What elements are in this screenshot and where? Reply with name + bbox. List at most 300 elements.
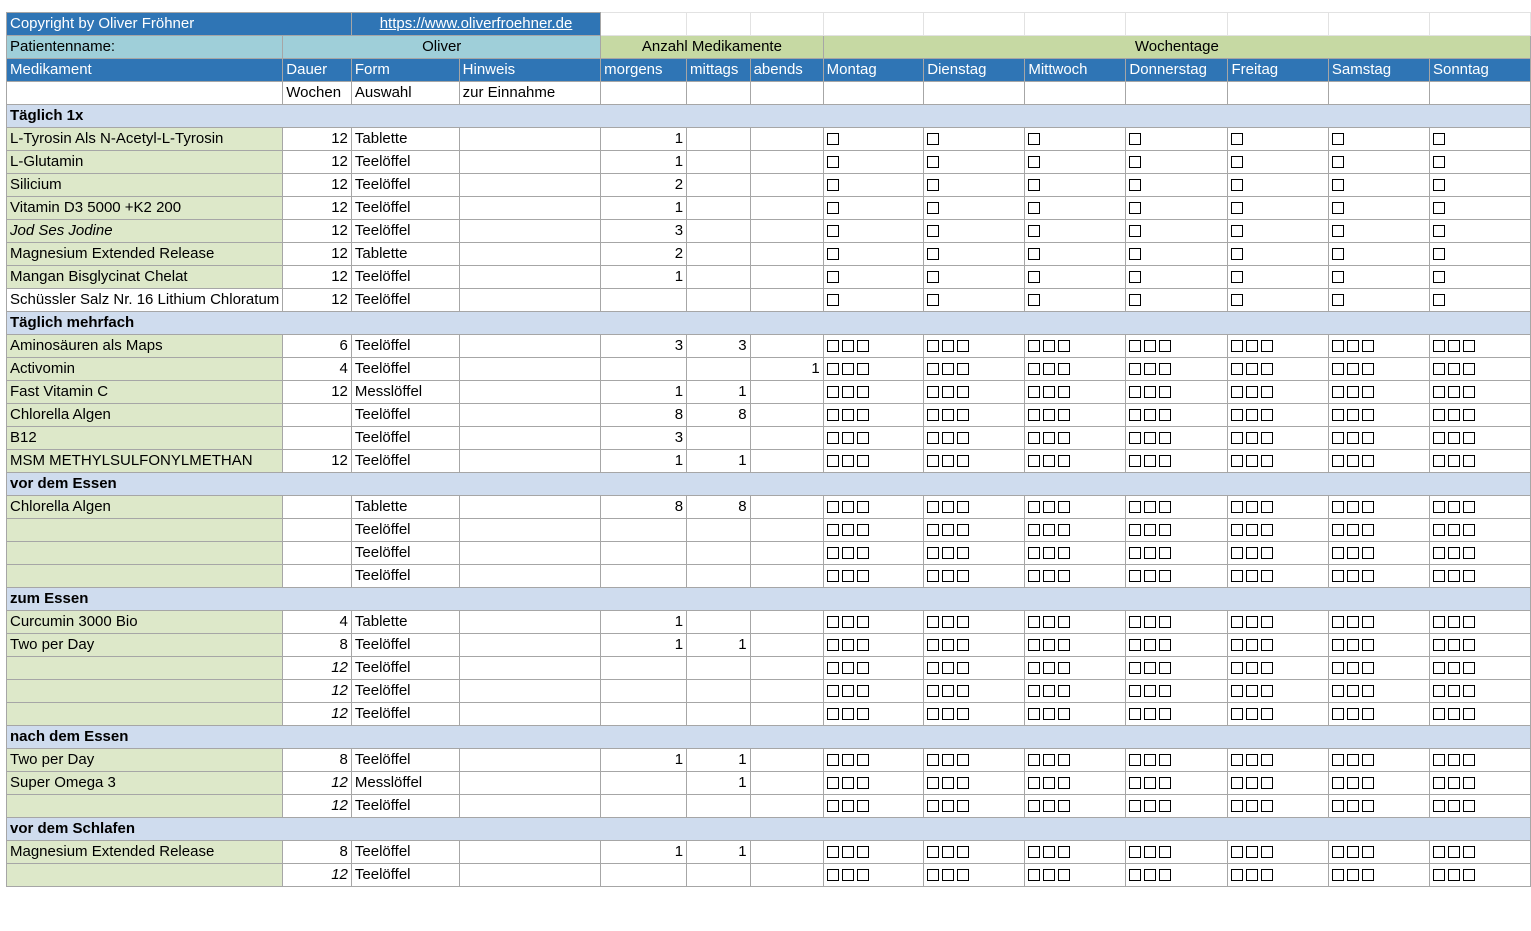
morning-count-cell[interactable]: 1 bbox=[601, 381, 687, 404]
hint-cell[interactable] bbox=[459, 427, 600, 450]
intake-checkbox[interactable] bbox=[827, 708, 839, 720]
intake-checkbox[interactable] bbox=[927, 708, 939, 720]
intake-checkbox[interactable] bbox=[1463, 777, 1475, 789]
medication-name-cell[interactable] bbox=[7, 680, 283, 703]
form-cell[interactable]: Tablette bbox=[351, 611, 459, 634]
intake-checkbox[interactable] bbox=[927, 432, 939, 444]
intake-checkbox[interactable] bbox=[927, 869, 939, 881]
noon-count-cell[interactable]: 1 bbox=[687, 749, 751, 772]
medication-name-cell[interactable]: Mangan Bisglycinat Chelat bbox=[7, 266, 283, 289]
intake-checkbox[interactable] bbox=[1246, 340, 1258, 352]
intake-checkbox[interactable] bbox=[1028, 133, 1040, 145]
intake-checkbox[interactable] bbox=[1347, 363, 1359, 375]
intake-checkbox[interactable] bbox=[1433, 800, 1445, 812]
intake-checkbox[interactable] bbox=[1231, 409, 1243, 421]
intake-checkbox[interactable] bbox=[1028, 271, 1040, 283]
evening-count-cell[interactable] bbox=[750, 565, 823, 588]
hint-cell[interactable] bbox=[459, 795, 600, 818]
intake-checkbox[interactable] bbox=[927, 409, 939, 421]
form-cell[interactable]: Tablette bbox=[351, 128, 459, 151]
intake-checkbox[interactable] bbox=[957, 754, 969, 766]
evening-count-cell[interactable] bbox=[750, 450, 823, 473]
intake-checkbox[interactable] bbox=[1347, 800, 1359, 812]
medication-name-cell[interactable] bbox=[7, 565, 283, 588]
form-cell[interactable]: Tablette bbox=[351, 496, 459, 519]
intake-checkbox[interactable] bbox=[1043, 846, 1055, 858]
intake-checkbox[interactable] bbox=[1159, 869, 1171, 881]
intake-checkbox[interactable] bbox=[1332, 179, 1344, 191]
evening-count-cell[interactable] bbox=[750, 749, 823, 772]
intake-checkbox[interactable] bbox=[1129, 271, 1141, 283]
medication-name-cell[interactable] bbox=[7, 703, 283, 726]
intake-checkbox[interactable] bbox=[1246, 846, 1258, 858]
intake-checkbox[interactable] bbox=[1362, 547, 1374, 559]
intake-checkbox[interactable] bbox=[1159, 547, 1171, 559]
duration-cell[interactable]: 12 bbox=[283, 197, 352, 220]
hint-cell[interactable] bbox=[459, 151, 600, 174]
hint-cell[interactable] bbox=[459, 565, 600, 588]
intake-checkbox[interactable] bbox=[1347, 708, 1359, 720]
morning-count-cell[interactable]: 8 bbox=[601, 404, 687, 427]
intake-checkbox[interactable] bbox=[1433, 248, 1445, 260]
intake-checkbox[interactable] bbox=[942, 708, 954, 720]
morning-count-cell[interactable] bbox=[601, 519, 687, 542]
medication-name-cell[interactable]: Silicium bbox=[7, 174, 283, 197]
intake-checkbox[interactable] bbox=[927, 248, 939, 260]
intake-checkbox[interactable] bbox=[1332, 248, 1344, 260]
intake-checkbox[interactable] bbox=[1043, 754, 1055, 766]
hint-cell[interactable] bbox=[459, 128, 600, 151]
intake-checkbox[interactable] bbox=[827, 363, 839, 375]
intake-checkbox[interactable] bbox=[1433, 616, 1445, 628]
intake-checkbox[interactable] bbox=[1448, 386, 1460, 398]
intake-checkbox[interactable] bbox=[1347, 432, 1359, 444]
intake-checkbox[interactable] bbox=[1261, 340, 1273, 352]
hint-cell[interactable] bbox=[459, 335, 600, 358]
intake-checkbox[interactable] bbox=[1159, 777, 1171, 789]
intake-checkbox[interactable] bbox=[1261, 432, 1273, 444]
evening-count-cell[interactable] bbox=[750, 289, 823, 312]
intake-checkbox[interactable] bbox=[1448, 869, 1460, 881]
intake-checkbox[interactable] bbox=[1362, 869, 1374, 881]
intake-checkbox[interactable] bbox=[1231, 179, 1243, 191]
form-cell[interactable]: Teelöffel bbox=[351, 795, 459, 818]
intake-checkbox[interactable] bbox=[1362, 639, 1374, 651]
intake-checkbox[interactable] bbox=[857, 432, 869, 444]
intake-checkbox[interactable] bbox=[1028, 363, 1040, 375]
intake-checkbox[interactable] bbox=[927, 524, 939, 536]
intake-checkbox[interactable] bbox=[1362, 777, 1374, 789]
form-cell[interactable]: Teelöffel bbox=[351, 358, 459, 381]
intake-checkbox[interactable] bbox=[1231, 225, 1243, 237]
intake-checkbox[interactable] bbox=[1246, 432, 1258, 444]
intake-checkbox[interactable] bbox=[1231, 800, 1243, 812]
intake-checkbox[interactable] bbox=[1159, 524, 1171, 536]
medication-name-cell[interactable]: Two per Day bbox=[7, 749, 283, 772]
form-cell[interactable]: Teelöffel bbox=[351, 749, 459, 772]
intake-checkbox[interactable] bbox=[1043, 409, 1055, 421]
intake-checkbox[interactable] bbox=[1463, 869, 1475, 881]
intake-checkbox[interactable] bbox=[1246, 639, 1258, 651]
intake-checkbox[interactable] bbox=[927, 777, 939, 789]
intake-checkbox[interactable] bbox=[857, 754, 869, 766]
intake-checkbox[interactable] bbox=[1261, 754, 1273, 766]
duration-cell[interactable]: 4 bbox=[283, 611, 352, 634]
hint-cell[interactable] bbox=[459, 542, 600, 565]
intake-checkbox[interactable] bbox=[1362, 616, 1374, 628]
intake-checkbox[interactable] bbox=[942, 386, 954, 398]
evening-count-cell[interactable] bbox=[750, 634, 823, 657]
intake-checkbox[interactable] bbox=[1144, 409, 1156, 421]
intake-checkbox[interactable] bbox=[1129, 432, 1141, 444]
intake-checkbox[interactable] bbox=[1159, 754, 1171, 766]
intake-checkbox[interactable] bbox=[1463, 547, 1475, 559]
duration-cell[interactable]: 4 bbox=[283, 358, 352, 381]
intake-checkbox[interactable] bbox=[1028, 225, 1040, 237]
intake-checkbox[interactable] bbox=[1231, 340, 1243, 352]
intake-checkbox[interactable] bbox=[1043, 501, 1055, 513]
intake-checkbox[interactable] bbox=[1433, 271, 1445, 283]
hint-cell[interactable] bbox=[459, 703, 600, 726]
hint-cell[interactable] bbox=[459, 358, 600, 381]
intake-checkbox[interactable] bbox=[1144, 524, 1156, 536]
morning-count-cell[interactable] bbox=[601, 289, 687, 312]
noon-count-cell[interactable] bbox=[687, 289, 751, 312]
intake-checkbox[interactable] bbox=[1463, 616, 1475, 628]
patient-name[interactable]: Oliver bbox=[283, 36, 601, 59]
duration-cell[interactable]: 12 bbox=[283, 657, 352, 680]
evening-count-cell[interactable] bbox=[750, 427, 823, 450]
intake-checkbox[interactable] bbox=[827, 685, 839, 697]
intake-checkbox[interactable] bbox=[1028, 846, 1040, 858]
duration-cell[interactable]: 8 bbox=[283, 749, 352, 772]
intake-checkbox[interactable] bbox=[1347, 685, 1359, 697]
hint-cell[interactable] bbox=[459, 864, 600, 887]
intake-checkbox[interactable] bbox=[827, 639, 839, 651]
intake-checkbox[interactable] bbox=[1129, 800, 1141, 812]
intake-checkbox[interactable] bbox=[1028, 294, 1040, 306]
intake-checkbox[interactable] bbox=[1433, 156, 1445, 168]
intake-checkbox[interactable] bbox=[827, 248, 839, 260]
duration-cell[interactable]: 12 bbox=[283, 151, 352, 174]
noon-count-cell[interactable] bbox=[687, 358, 751, 381]
morning-count-cell[interactable] bbox=[601, 864, 687, 887]
form-cell[interactable]: Teelöffel bbox=[351, 266, 459, 289]
intake-checkbox[interactable] bbox=[827, 156, 839, 168]
intake-checkbox[interactable] bbox=[1362, 800, 1374, 812]
intake-checkbox[interactable] bbox=[1129, 386, 1141, 398]
evening-count-cell[interactable] bbox=[750, 772, 823, 795]
intake-checkbox[interactable] bbox=[1144, 340, 1156, 352]
intake-checkbox[interactable] bbox=[1159, 708, 1171, 720]
intake-checkbox[interactable] bbox=[1144, 777, 1156, 789]
form-cell[interactable]: Teelöffel bbox=[351, 841, 459, 864]
intake-checkbox[interactable] bbox=[1129, 777, 1141, 789]
intake-checkbox[interactable] bbox=[857, 685, 869, 697]
hint-cell[interactable] bbox=[459, 657, 600, 680]
intake-checkbox[interactable] bbox=[957, 616, 969, 628]
form-cell[interactable]: Teelöffel bbox=[351, 427, 459, 450]
website-link[interactable]: https://www.oliverfroehner.de bbox=[351, 13, 600, 36]
morning-count-cell[interactable] bbox=[601, 542, 687, 565]
intake-checkbox[interactable] bbox=[1448, 409, 1460, 421]
intake-checkbox[interactable] bbox=[1246, 685, 1258, 697]
evening-count-cell[interactable] bbox=[750, 381, 823, 404]
intake-checkbox[interactable] bbox=[1058, 501, 1070, 513]
medication-name-cell[interactable]: Magnesium Extended Release bbox=[7, 243, 283, 266]
intake-checkbox[interactable] bbox=[1058, 547, 1070, 559]
intake-checkbox[interactable] bbox=[1043, 547, 1055, 559]
noon-count-cell[interactable]: 1 bbox=[687, 772, 751, 795]
intake-checkbox[interactable] bbox=[1433, 179, 1445, 191]
intake-checkbox[interactable] bbox=[1058, 662, 1070, 674]
intake-checkbox[interactable] bbox=[1433, 708, 1445, 720]
intake-checkbox[interactable] bbox=[1448, 708, 1460, 720]
intake-checkbox[interactable] bbox=[1144, 616, 1156, 628]
evening-count-cell[interactable] bbox=[750, 680, 823, 703]
intake-checkbox[interactable] bbox=[1448, 455, 1460, 467]
intake-checkbox[interactable] bbox=[1448, 547, 1460, 559]
intake-checkbox[interactable] bbox=[1043, 340, 1055, 352]
intake-checkbox[interactable] bbox=[1261, 547, 1273, 559]
intake-checkbox[interactable] bbox=[1231, 501, 1243, 513]
intake-checkbox[interactable] bbox=[1246, 616, 1258, 628]
intake-checkbox[interactable] bbox=[1448, 501, 1460, 513]
intake-checkbox[interactable] bbox=[1448, 524, 1460, 536]
intake-checkbox[interactable] bbox=[857, 455, 869, 467]
intake-checkbox[interactable] bbox=[827, 662, 839, 674]
intake-checkbox[interactable] bbox=[1129, 179, 1141, 191]
form-cell[interactable]: Teelöffel bbox=[351, 519, 459, 542]
noon-count-cell[interactable] bbox=[687, 657, 751, 680]
intake-checkbox[interactable] bbox=[1028, 547, 1040, 559]
form-cell[interactable]: Teelöffel bbox=[351, 680, 459, 703]
intake-checkbox[interactable] bbox=[1246, 869, 1258, 881]
intake-checkbox[interactable] bbox=[1332, 363, 1344, 375]
medication-name-cell[interactable] bbox=[7, 519, 283, 542]
intake-checkbox[interactable] bbox=[1448, 616, 1460, 628]
intake-checkbox[interactable] bbox=[942, 455, 954, 467]
medication-name-cell[interactable] bbox=[7, 657, 283, 680]
intake-checkbox[interactable] bbox=[942, 869, 954, 881]
duration-cell[interactable]: 12 bbox=[283, 243, 352, 266]
noon-count-cell[interactable] bbox=[687, 703, 751, 726]
intake-checkbox[interactable] bbox=[957, 708, 969, 720]
intake-checkbox[interactable] bbox=[1332, 708, 1344, 720]
hint-cell[interactable] bbox=[459, 634, 600, 657]
intake-checkbox[interactable] bbox=[1129, 363, 1141, 375]
intake-checkbox[interactable] bbox=[1332, 294, 1344, 306]
intake-checkbox[interactable] bbox=[1347, 616, 1359, 628]
intake-checkbox[interactable] bbox=[957, 386, 969, 398]
medication-name-cell[interactable]: Schüssler Salz Nr. 16 Lithium Chloratum bbox=[7, 289, 283, 312]
intake-checkbox[interactable] bbox=[942, 547, 954, 559]
hint-cell[interactable] bbox=[459, 772, 600, 795]
intake-checkbox[interactable] bbox=[1129, 202, 1141, 214]
form-cell[interactable]: Teelöffel bbox=[351, 565, 459, 588]
intake-checkbox[interactable] bbox=[1332, 225, 1344, 237]
intake-checkbox[interactable] bbox=[827, 800, 839, 812]
intake-checkbox[interactable] bbox=[1028, 501, 1040, 513]
intake-checkbox[interactable] bbox=[1362, 524, 1374, 536]
duration-cell[interactable]: 6 bbox=[283, 335, 352, 358]
intake-checkbox[interactable] bbox=[1043, 616, 1055, 628]
intake-checkbox[interactable] bbox=[1261, 708, 1273, 720]
intake-checkbox[interactable] bbox=[1433, 869, 1445, 881]
intake-checkbox[interactable] bbox=[1448, 777, 1460, 789]
intake-checkbox[interactable] bbox=[827, 179, 839, 191]
noon-count-cell[interactable]: 3 bbox=[687, 335, 751, 358]
duration-cell[interactable]: 12 bbox=[283, 772, 352, 795]
form-cell[interactable]: Teelöffel bbox=[351, 197, 459, 220]
medication-name-cell[interactable]: B12 bbox=[7, 427, 283, 450]
intake-checkbox[interactable] bbox=[1231, 524, 1243, 536]
medication-name-cell[interactable]: L-Glutamin bbox=[7, 151, 283, 174]
intake-checkbox[interactable] bbox=[1362, 386, 1374, 398]
hint-cell[interactable] bbox=[459, 841, 600, 864]
duration-cell[interactable]: 12 bbox=[283, 266, 352, 289]
intake-checkbox[interactable] bbox=[1433, 754, 1445, 766]
duration-cell[interactable] bbox=[283, 404, 352, 427]
intake-checkbox[interactable] bbox=[827, 777, 839, 789]
intake-checkbox[interactable] bbox=[1058, 639, 1070, 651]
intake-checkbox[interactable] bbox=[1433, 639, 1445, 651]
form-cell[interactable]: Teelöffel bbox=[351, 289, 459, 312]
intake-checkbox[interactable] bbox=[857, 639, 869, 651]
intake-checkbox[interactable] bbox=[842, 547, 854, 559]
intake-checkbox[interactable] bbox=[842, 340, 854, 352]
intake-checkbox[interactable] bbox=[1433, 777, 1445, 789]
intake-checkbox[interactable] bbox=[1433, 340, 1445, 352]
intake-checkbox[interactable] bbox=[857, 777, 869, 789]
intake-checkbox[interactable] bbox=[1144, 432, 1156, 444]
intake-checkbox[interactable] bbox=[857, 708, 869, 720]
intake-checkbox[interactable] bbox=[1261, 524, 1273, 536]
evening-count-cell[interactable] bbox=[750, 657, 823, 680]
medication-name-cell[interactable]: MSM METHYLSULFONYLMETHAN bbox=[7, 450, 283, 473]
noon-count-cell[interactable] bbox=[687, 197, 751, 220]
intake-checkbox[interactable] bbox=[1433, 386, 1445, 398]
medication-name-cell[interactable]: Super Omega 3 bbox=[7, 772, 283, 795]
intake-checkbox[interactable] bbox=[1231, 133, 1243, 145]
intake-checkbox[interactable] bbox=[1129, 846, 1141, 858]
intake-checkbox[interactable] bbox=[1463, 800, 1475, 812]
duration-cell[interactable]: 12 bbox=[283, 174, 352, 197]
noon-count-cell[interactable] bbox=[687, 128, 751, 151]
intake-checkbox[interactable] bbox=[1058, 846, 1070, 858]
hint-cell[interactable] bbox=[459, 519, 600, 542]
intake-checkbox[interactable] bbox=[942, 754, 954, 766]
intake-checkbox[interactable] bbox=[1433, 524, 1445, 536]
evening-count-cell[interactable] bbox=[750, 128, 823, 151]
medication-name-cell[interactable]: Jod Ses Jodine bbox=[7, 220, 283, 243]
intake-checkbox[interactable] bbox=[1463, 363, 1475, 375]
morning-count-cell[interactable]: 3 bbox=[601, 335, 687, 358]
intake-checkbox[interactable] bbox=[1231, 248, 1243, 260]
intake-checkbox[interactable] bbox=[1261, 800, 1273, 812]
intake-checkbox[interactable] bbox=[942, 432, 954, 444]
intake-checkbox[interactable] bbox=[827, 225, 839, 237]
intake-checkbox[interactable] bbox=[1144, 455, 1156, 467]
morning-count-cell[interactable]: 1 bbox=[601, 266, 687, 289]
form-cell[interactable]: Teelöffel bbox=[351, 542, 459, 565]
intake-checkbox[interactable] bbox=[1028, 639, 1040, 651]
intake-checkbox[interactable] bbox=[1028, 455, 1040, 467]
duration-cell[interactable]: 8 bbox=[283, 634, 352, 657]
intake-checkbox[interactable] bbox=[1129, 248, 1141, 260]
hint-cell[interactable] bbox=[459, 749, 600, 772]
intake-checkbox[interactable] bbox=[1159, 409, 1171, 421]
intake-checkbox[interactable] bbox=[1043, 708, 1055, 720]
intake-checkbox[interactable] bbox=[1261, 639, 1273, 651]
duration-cell[interactable]: 12 bbox=[283, 703, 352, 726]
intake-checkbox[interactable] bbox=[927, 639, 939, 651]
evening-count-cell[interactable]: 1 bbox=[750, 358, 823, 381]
intake-checkbox[interactable] bbox=[1028, 202, 1040, 214]
intake-checkbox[interactable] bbox=[827, 570, 839, 582]
intake-checkbox[interactable] bbox=[1433, 455, 1445, 467]
intake-checkbox[interactable] bbox=[1433, 409, 1445, 421]
intake-checkbox[interactable] bbox=[842, 777, 854, 789]
intake-checkbox[interactable] bbox=[1043, 777, 1055, 789]
morning-count-cell[interactable] bbox=[601, 657, 687, 680]
morning-count-cell[interactable]: 2 bbox=[601, 243, 687, 266]
intake-checkbox[interactable] bbox=[1362, 432, 1374, 444]
intake-checkbox[interactable] bbox=[1058, 432, 1070, 444]
intake-checkbox[interactable] bbox=[1246, 754, 1258, 766]
intake-checkbox[interactable] bbox=[857, 409, 869, 421]
intake-checkbox[interactable] bbox=[1231, 754, 1243, 766]
intake-checkbox[interactable] bbox=[1028, 432, 1040, 444]
intake-checkbox[interactable] bbox=[942, 409, 954, 421]
form-cell[interactable]: Teelöffel bbox=[351, 450, 459, 473]
hint-cell[interactable] bbox=[459, 496, 600, 519]
intake-checkbox[interactable] bbox=[1332, 869, 1344, 881]
morning-count-cell[interactable] bbox=[601, 772, 687, 795]
medication-name-cell[interactable]: Vitamin D3 5000 +K2 200 bbox=[7, 197, 283, 220]
intake-checkbox[interactable] bbox=[1231, 363, 1243, 375]
intake-checkbox[interactable] bbox=[1144, 754, 1156, 766]
intake-checkbox[interactable] bbox=[1261, 846, 1273, 858]
intake-checkbox[interactable] bbox=[942, 524, 954, 536]
intake-checkbox[interactable] bbox=[827, 524, 839, 536]
hint-cell[interactable] bbox=[459, 243, 600, 266]
intake-checkbox[interactable] bbox=[1448, 685, 1460, 697]
intake-checkbox[interactable] bbox=[1028, 777, 1040, 789]
intake-checkbox[interactable] bbox=[1332, 455, 1344, 467]
intake-checkbox[interactable] bbox=[1463, 754, 1475, 766]
intake-checkbox[interactable] bbox=[1463, 409, 1475, 421]
noon-count-cell[interactable] bbox=[687, 795, 751, 818]
evening-count-cell[interactable] bbox=[750, 542, 823, 565]
evening-count-cell[interactable] bbox=[750, 864, 823, 887]
intake-checkbox[interactable] bbox=[1246, 662, 1258, 674]
intake-checkbox[interactable] bbox=[1332, 340, 1344, 352]
intake-checkbox[interactable] bbox=[927, 800, 939, 812]
duration-cell[interactable] bbox=[283, 496, 352, 519]
intake-checkbox[interactable] bbox=[827, 386, 839, 398]
intake-checkbox[interactable] bbox=[1043, 363, 1055, 375]
intake-checkbox[interactable] bbox=[1433, 501, 1445, 513]
intake-checkbox[interactable] bbox=[1347, 869, 1359, 881]
medication-name-cell[interactable] bbox=[7, 542, 283, 565]
form-cell[interactable]: Teelöffel bbox=[351, 657, 459, 680]
duration-cell[interactable]: 8 bbox=[283, 841, 352, 864]
intake-checkbox[interactable] bbox=[1144, 869, 1156, 881]
intake-checkbox[interactable] bbox=[942, 570, 954, 582]
intake-checkbox[interactable] bbox=[927, 386, 939, 398]
evening-count-cell[interactable] bbox=[750, 266, 823, 289]
